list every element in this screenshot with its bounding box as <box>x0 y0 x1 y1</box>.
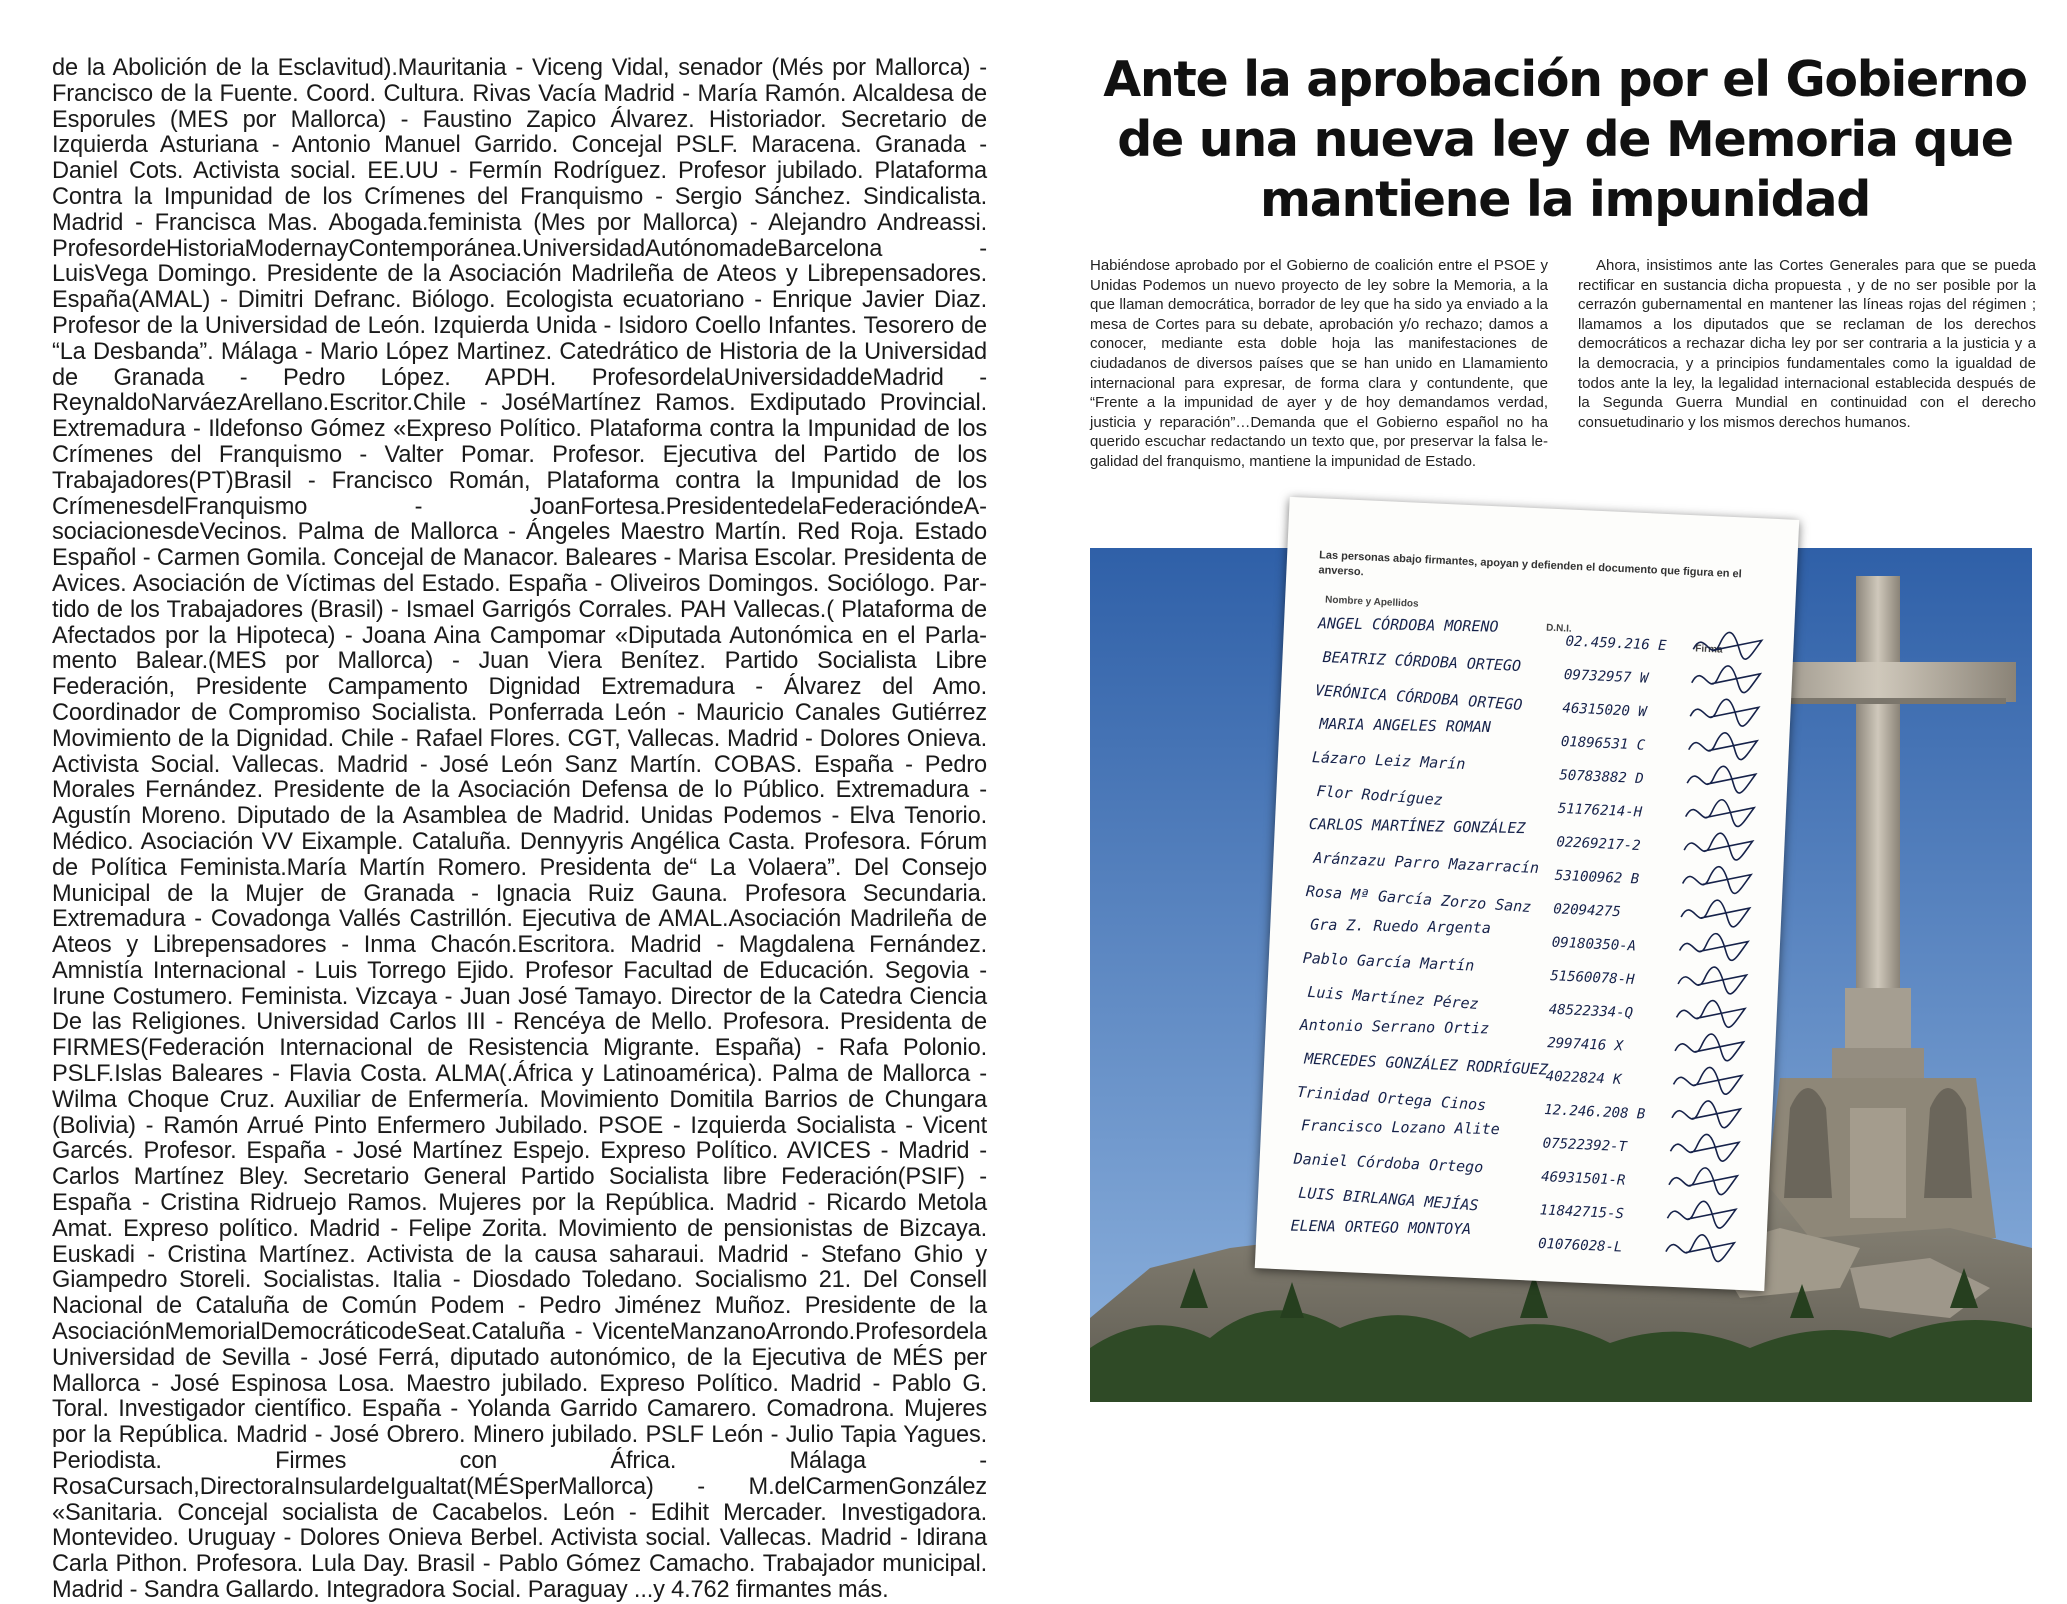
signature-scribble <box>1688 731 1757 760</box>
signer-dni: 2997416 X <box>1546 1035 1624 1055</box>
signature-scribble <box>1691 664 1760 693</box>
signature-scribble <box>1670 1133 1739 1162</box>
signature-scribble <box>1672 1099 1741 1128</box>
signature-scribble <box>1676 999 1745 1028</box>
sheet-heading: Las personas abajo firmantes, apoyan y defienden el documento que figura en el anverso. <box>1318 549 1742 581</box>
signature-scribble <box>1684 832 1753 861</box>
signer-name: CARLOS MARTÍNEZ GONZÁLEZ <box>1308 815 1526 838</box>
intro-paragraph-2: Ahora, insistimos ante las Cortes Generales para que se pueda rectificar en sustancia dicha propuesta , y de no ser posible por la cerrazón gubernamental en mantener las líneas rojas del régimen ; llamamos a los diputados que se reclaman de los derechos democráticos a rechazar dicha ley por ser contraria a la justicia y a la democracia, y a principios fundamentales como la igualdad de todos ante la ley, la legalidad internacional establecida después de la Segunda Guerra Mundial en continuidad con el derecho consuetudinario y los mismos derechos humanos. <box>1578 257 2036 431</box>
signer-name: VERÓNICA CÓRDOBA ORTEGO <box>1314 681 1523 715</box>
article-intro <box>1090 256 2036 492</box>
signer-name: Aránzazu Parro Mazarracín <box>1313 848 1540 878</box>
signer-dni: 12.246.208 B <box>1543 1102 1646 1123</box>
signer-dni: 01896531 C <box>1560 733 1646 754</box>
handwritten-signatures <box>1255 497 1799 1291</box>
signer-name: ELENA ORTEGO MONTOYA <box>1290 1216 1472 1239</box>
signer-dni: 48522334-Q <box>1548 1001 1634 1022</box>
signer-dni: 02094275 <box>1552 901 1622 921</box>
signer-dni: 07522392-T <box>1542 1135 1628 1156</box>
signer-name: Flor Rodríguez <box>1315 782 1444 810</box>
signer-dni: 09732957 W <box>1563 666 1649 687</box>
signer-name: Francisco Lozano Alite <box>1300 1116 1500 1139</box>
signer-dni: 02.459.216 E <box>1565 633 1667 655</box>
signer-dni: 50783882 D <box>1559 767 1644 788</box>
signer-dni: 46315020 W <box>1562 700 1648 721</box>
signer-name: Daniel Córdoba Ortego <box>1293 1149 1484 1177</box>
signer-dni: 02269217-2 <box>1556 834 1641 855</box>
signer-dni: 01076028-L <box>1537 1235 1623 1256</box>
signature-sheet <box>1255 497 1799 1291</box>
signatories-list: de la Abolición de la Esclavitud).Mauritania - Viceng Vidal, senador (Més por Mallorca) - Francisco de la Fuente. Coord. Cultura. Rivas Vacía Madrid - María Ramón. Alcaldesa de Esporules (MES por Mallorca) - Faustino Zapico Álvarez. Historiador. Secretario de Izquierda Asturiana - Antonio Manuel Garrido. Concejal PSLF. Maracena. Granada - Daniel Cots. Activista social. EE.UU - Fermín Rodríguez. Profesor jubilado. Plataforma Contra la Impunidad de los Crímenes del Franquismo - Sergio Sánchez. Sindicalista. Madrid - Francisca Mas. Abogada.feminista (Mes por Mallorca) - Alejandro Andreassi. ProfesordeHistoriaModernayContemporánea.UniversidadAutónomadeBarcelona - LuisVega Domingo. Presidente de la Asociación Madrileña de Ateos y Librepensadores. España(AMAL) - Dimitri Defranc. Biólogo. Ecologista ecuatoriano - Enrique Javier Diaz. Profesor de la Universidad de León. Izquierda Unida - Isidoro Coello Infantes. Tesorero de “La Desbanda”. Málaga - Mario López Martinez. Catedrático de Historia de la Universidad de Granada - Pedro López. APDH. ProfesordelaUniversidaddeMadrid - ReynaldoNarváezArellano.Escritor.Chile - JoséMartínez Ramos. Exdiputado Provincial. Extremadura - Ildefonso Gómez «Expreso Político. Plataforma contra la Impunidad de los Crímenes del Franquismo - Valter Pomar. Profesor. Ejecutiva del Partido de los Trabajadores(PT)Brasil - Francisco Román, Plataforma contra la Impunidad de los CrímenesdelFranquismo - JoanFortesa.PresidentedelaFederacióndeAsociacionesdeVecinos. Palma de Mallorca - Ángeles Maestro Martín. Red Roja. Estado Español - Carmen Gomila. Concejal de Manacor. Baleares - Marisa Escolar. Presidenta de Avices. Asociación de Víctimas del Estado. España - Oliveiros Domingos. Sociólogo. Partido de los Trabajadores (Brasil) - Ismael Garrigós Corrales. PAH Vallecas.( Plataforma de Afectados por la Hipoteca) - Joana Aina Campomar «Diputada Autonómica en el Parlamento Balear.(MES por Mallorca) - Juan Viera Benítez. Partido Socialista Libre Federación, Presidente Campamento Dignidad Extremadura - Álvarez del Amo. Coordinador de Compromiso Socialista. Ponferrada León - Mauricio Canales Gutiérrez Movimiento de la Dignidad. Chile - Rafael Flores. CGT, Vallecas. Madrid - Dolores Onieva. Activista Social. Vallecas. Madrid - José León Sanz Martín. COBAS. España - Pedro Morales Fernández. Presidente de la Asociación Defensa de lo Público. Extremadura - Agustín Moreno. Diputado de la Asamblea de Madrid. Unidas Podemos - Elva Tenorio. Médico. Asociación VV Eixample. Cataluña. Dennyyris Angélica Casta. Profesora. Fórum de Política Feminista.María Martín Romero. Presidenta de“ La Volaera”. Del Consejo Municipal de la Mujer de Granada - Ignacia Ruiz Gauna. Profesora Secundaria. Extremadura - Covadonga Vallés Castrillón. Ejecutiva de AMAL.Asociación Madrileña de Ateos y Librepensadores - Inma Chacón.Escritora. Madrid - Magdalena Fernández. Amnistía Internacional - Luis Torrego Ejido. Profesor Facultad de Educación. Segovia - Irune Costumero. Feminista. Vizcaya - Juan José Tamayo. Director de la Catedra Ciencia De las Religiones. Universidad Carlos III - Rencéya de Mello. Profesora. Presidenta de FIRMES(Federación Internacional de Resistencia Migrante. España) - Rafa Polonio. PSLF.Islas Baleares - Flavia Costa. ALMA(.África y Latinoamérica). Palma de Mallorca - Wilma Choque Cruz. Auxiliar de Enfermería. Movimiento Domitila Barrios de Chungara (Bolivia) - Ramón Arrué Pinto Enfermero Jubilado. PSOE - Izquierda Socialista - Vicent Garcés. Profesor. España - José Martínez Espejo. Expreso Político. AVICES - Madrid - Carlos Martínez Bley. Secretario General Partido Socialista libre Federación(PSIF) - España - Cristina Ridruejo Ramos. Mujeres por la República. Madrid - Ricardo Metola Amat. Expreso político. Madrid - Felipe Zorita. Movimiento de pensionistas de Bizcaya. Euskadi - Cristina Martínez. Activista de la causa saharaui. Madrid - Stefano Ghio y Giampedro Storeli. Socialistas. Italia - Diosdado Toledano. Socialismo 21. Del Consell Nacional de Cataluña de Común Podem - Pedro Jiménez Muñoz. Presidente de la AsociaciónMemorialDemocráticodeSeat.Cataluña - VicenteManzanoArrondo.Profesordela Universidad de Sevilla - José Ferrá, diputado autonómico, de la Ejecutiva de MÉS per Mallorca - José Espinosa Losa. Maestro jubilado. Expreso Político. Madrid - Pablo G. Toral. Investigador científico. España - Yolanda Garrido Camarero. Comadrona. Mujeres por la República. Madrid - José Obrero. Minero jubilado. PSLF León - Julio Tapia Yagues. Periodista. Firmes con África. Málaga - RosaCursach,DirectoraInsulardeIgualtat(MÉSperMallorca) - M.delCarmenGonzález «Sanitaria. Concejal socialista de Cacabelos. León - Edihit Mercader. Investigadora. Montevideo. Uruguay - Dolores Onieva Berbel. Activista social. Vallecas. Madrid - Idirana Carla Pithon. Profesora. Lula Day. Brasil - Pablo Gómez Camacho. Trabajador municipal. Madrid - Sandra Gallardo. Integradora Social. Paraguay ...y 4.762 firmantes más. <box>52 55 987 1604</box>
signature-scribble <box>1667 1200 1736 1229</box>
signature-scribble <box>1675 1032 1744 1061</box>
signature-scribble <box>1679 932 1748 961</box>
signature-scribble <box>1685 798 1754 827</box>
signer-name: Luis Martínez Pérez <box>1306 982 1480 1014</box>
sheet-col-name: Nombre y Apellidos <box>1324 594 1419 610</box>
signer-dni: 4022824 K <box>1545 1068 1622 1088</box>
signer-dni: 51560078-H <box>1549 968 1635 988</box>
right-page <box>1090 0 2040 1462</box>
signer-dni: 09180350-A <box>1551 934 1637 955</box>
signature-scribble <box>1690 698 1759 727</box>
signature-scribble <box>1673 1066 1742 1095</box>
signature-scribble <box>1681 899 1750 928</box>
intro-paragraph-1: Habiéndose aprobado por el Gobierno de coalición entre el PSOE y Unidas Podemos un nuevo proyecto de ley sobre la Memoria, a la que llaman democrática, borrador de ley que ha sido ya enviado a la mesa de Cortes para su debate, aprobación y/o rechazo; damos a conocer, mediante esta doble hoja las manifestaciones de ciudadanos de diversos países que se han unido en Llamamiento internacional para expresar, de forma clara y contundente, que “Frente a la impunidad de ayer y de hoy demandamos verdad, justicia y reparación”…Demanda que el Gobierno español no ha querido escuchar redactando un texto que, por preservar la falsa legalidad del franquismo, mantiene la impunidad de Estado. <box>1090 257 1548 470</box>
sheet-col-dni: D.N.I. <box>1545 622 1572 635</box>
signer-name: ANGEL CÓRDOBA MORENO <box>1317 614 1499 636</box>
signature-scribble <box>1693 631 1762 660</box>
signer-name: Pablo García Martín <box>1302 948 1475 975</box>
signer-name: BEATRIZ CÓRDOBA ORTEGO <box>1322 647 1522 675</box>
signer-name: Antonio Serrano Ortiz <box>1299 1015 1490 1038</box>
signer-name: Lázaro Leiz Marín <box>1311 748 1466 774</box>
sheet-col-firma: Firma <box>1695 643 1723 656</box>
signature-scribble <box>1687 765 1756 794</box>
signature-scribble <box>1678 965 1747 994</box>
signer-dni: 46931501-R <box>1540 1168 1626 1189</box>
signer-dni: 53100962 B <box>1554 867 1640 888</box>
signature-scribble <box>1669 1166 1738 1195</box>
signer-name: LUIS BIRLANGA MEJÍAS <box>1297 1183 1480 1215</box>
signer-name: Trinidad Ortega Cinos <box>1296 1082 1487 1115</box>
signature-scribble <box>1682 865 1751 894</box>
signer-name: MERCEDES GONZÁLEZ RODRÍGUEZ <box>1303 1049 1549 1079</box>
signer-name: Rosa Mª García Zorzo Sanz <box>1305 881 1532 917</box>
signature-scribble <box>1666 1233 1735 1262</box>
page-gutter <box>1028 0 1038 1462</box>
signer-dni: 51176214-H <box>1557 800 1643 821</box>
signer-dni: 11842715-S <box>1539 1202 1625 1223</box>
signer-name: MARIA ANGELES ROMAN <box>1319 714 1492 737</box>
signer-name: Gra Z. Ruedo Argenta <box>1310 915 1492 938</box>
article-headline: Ante la aprobación por el Gobierno de una nueva ley de Memoria que mantiene la impunidad <box>1103 51 2027 228</box>
